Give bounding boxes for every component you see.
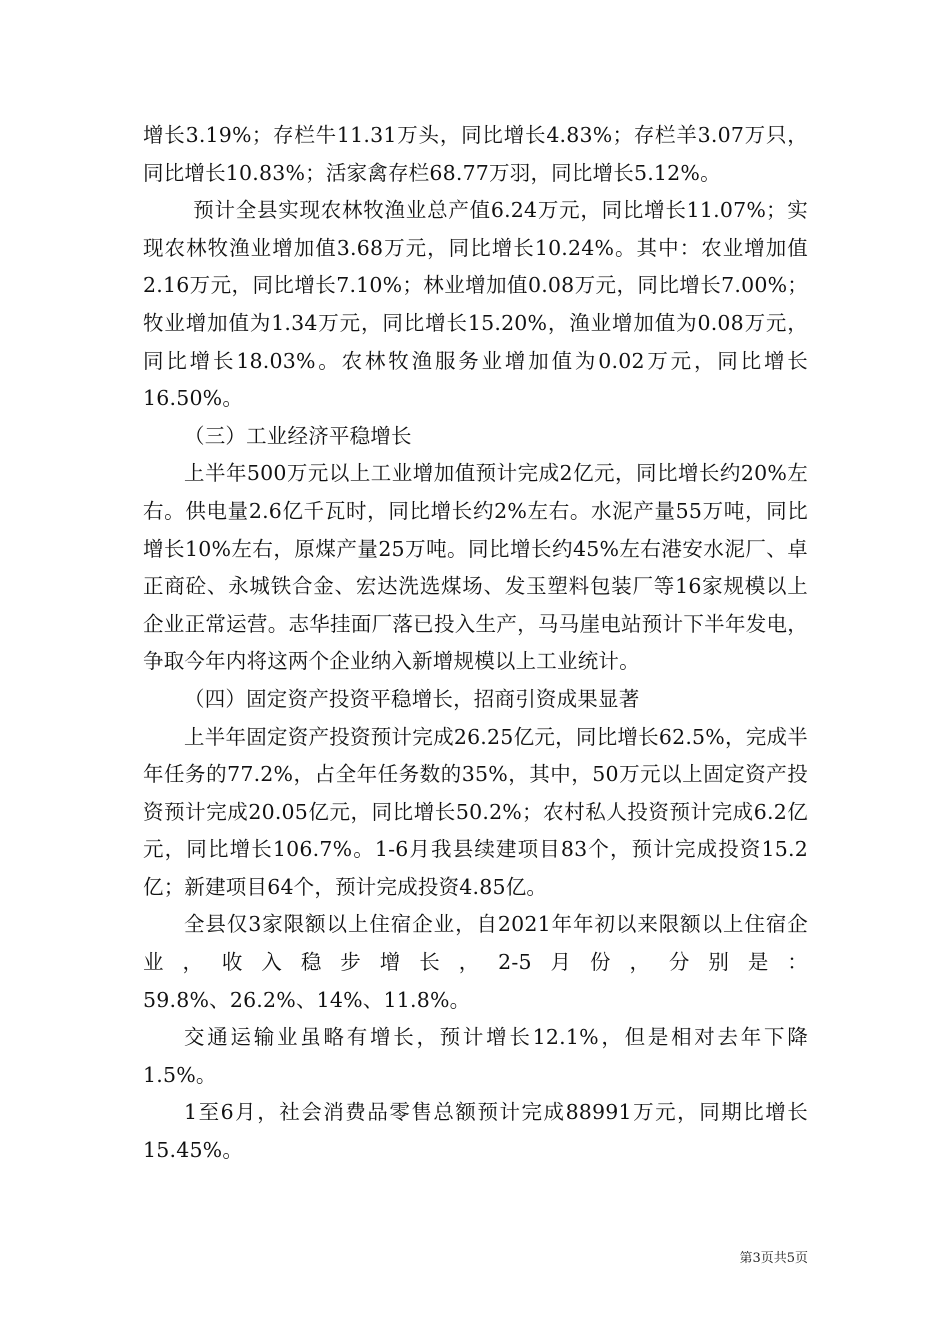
page-number: 第3页共5页 [739, 1251, 808, 1266]
paragraph-retail: 1至6月，社会消费品零售总额预计完成88991万元，同期比增长15.45%。 [143, 1100, 808, 1163]
paragraph-agriculture-output: 预计全县实现农林牧渔业总产值6.24万元，同比增长11.07%；实现农林牧渔业增加值3.68万元，同比增长10.24%。其中：农业增加值2.16万元，同比增长7.10%；林业增加值0.08万元，同比增长7.00%；牧业增加值为1.34万元，同比增长15.20%，渔业增加值为0.08万元，同比增长18.03%。农林牧渔服务业增加值为0.02万元，同比增长16.50%。 [143, 198, 808, 411]
section-heading-investment: （四）固定资产投资平稳增长，招商引资成果显著 [184, 686, 640, 711]
paragraph-transport: 交通运输业虽略有增长，预计增长12.1%，但是相对去年下降1.5%。 [143, 1025, 808, 1087]
document-body [143, 117, 808, 1170]
paragraph-lodging-values: 59.8%、26.2%、14%、11.8%。 [143, 987, 471, 1012]
paragraph-lodging: 全县仅3家限额以上住宿企业，自2021年年初以来限额以上住宿企业，收入稳步增长，2-5月份，分别是： [143, 912, 808, 975]
paragraph-industry: 上半年500万元以上工业增加值预计完成2亿元，同比增长约20%左右。供电量2.6亿千瓦时，同比增长约2%左右。水泥产量55万吨，同比增长10%左右，原煤产量25万吨。同比增长约45%左右港安水泥厂、卓正商砼、永城铁合金、宏达洗选煤场、发玉塑料包装厂等16家规模以上企业正常运营。志华挂面厂落已投入生产，马马崖电站预计下半年发电，争取今年内将这两个企业纳入新增规模以上工业统计。 [143, 461, 808, 674]
paragraph-investment: 上半年固定资产投资预计完成26.25亿元，同比增长62.5%，完成半年任务的77.2%，占全年任务数的35%，其中，50万元以上固定资产投资预计完成20.05亿元，同比增长50.2%；农村私人投资预计完成6.2亿元，同比增长106.7%。1-6月我县续建项目83个，预计完成投资15.2亿；新建项目64个，预计完成投资4.85亿。 [143, 724, 808, 899]
section-heading-industry: （三）工业经济平稳增长 [184, 423, 412, 448]
paragraph-livestock: 增长3.19%；存栏牛11.31万头，同比增长4.83%；存栏羊3.07万只，同比增长10.83%；活家禽存栏68.77万羽，同比增长5.12%。 [143, 123, 808, 185]
